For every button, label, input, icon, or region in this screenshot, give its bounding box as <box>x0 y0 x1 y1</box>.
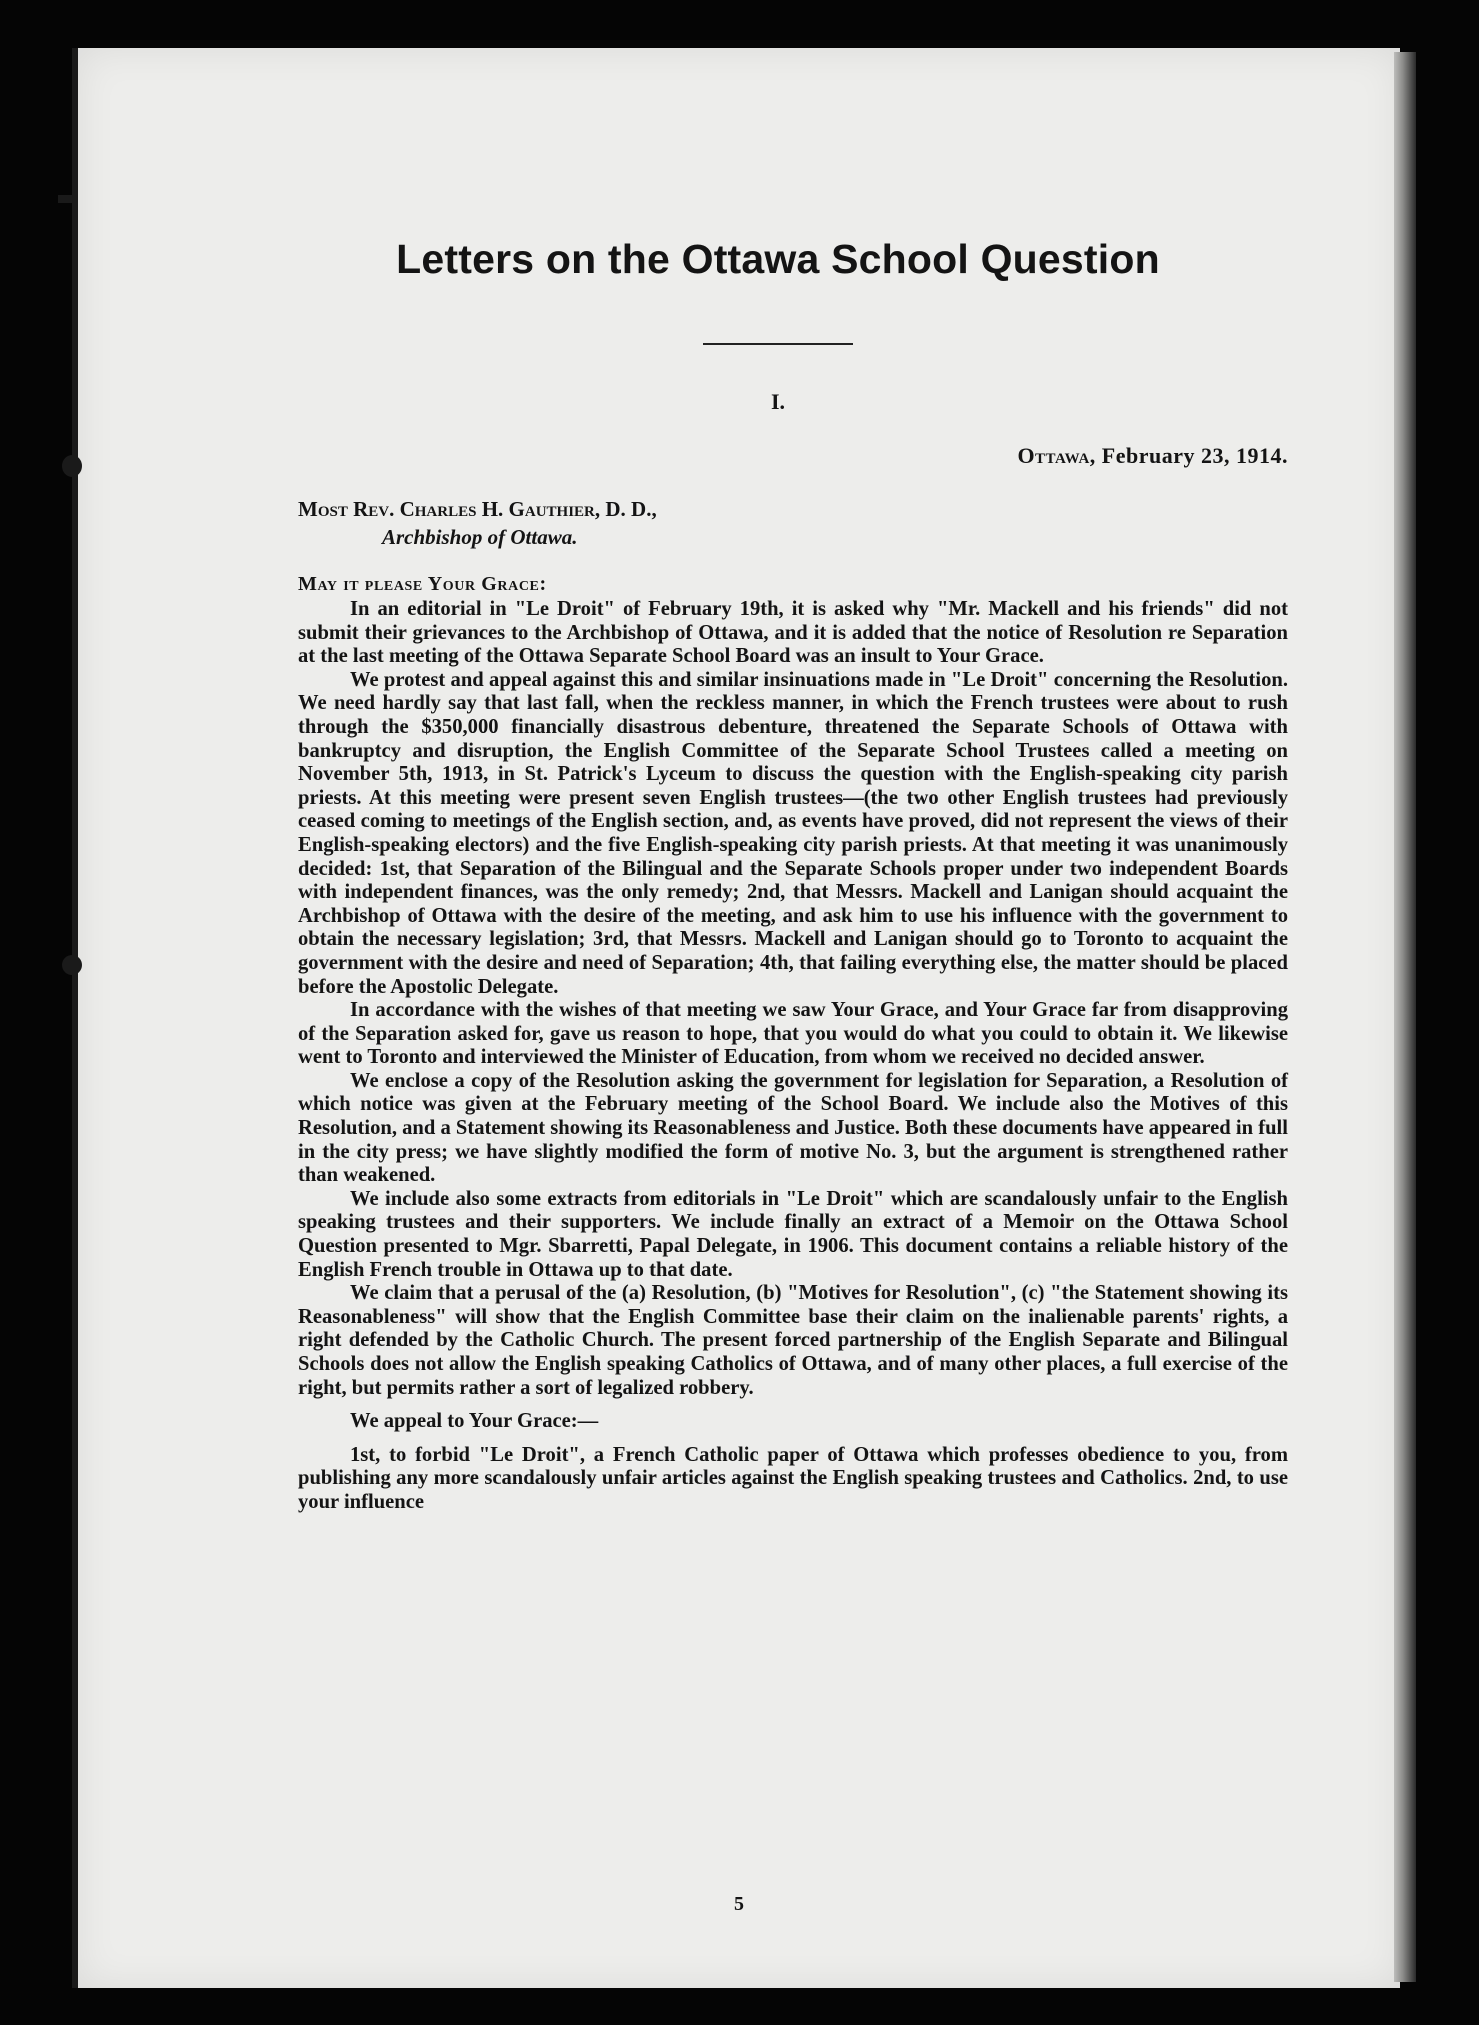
addressee-role: Archbishop of Ottawa. <box>382 525 578 549</box>
paragraph: In an editorial in "Le Droit" of February 19th, it is asked why "Mr. Mackell and his friends" did not submit their grievances to the Archbishop of Ottawa, and it is added that the notice of Resolution re Separation at the last meeting of the Ottawa Separate School Board was an insult to Your Grace. <box>298 598 1288 668</box>
title-rule <box>703 343 853 345</box>
salutation: May it please Your Grace: <box>298 573 547 595</box>
letter-body <box>298 598 1288 1515</box>
page-number: 5 <box>734 1893 744 1915</box>
letter-content <box>268 188 1288 1515</box>
addressee-name: Most Rev. Charles H. Gauthier, D. D., <box>298 497 657 521</box>
paragraph: We appeal to Your Grace:— <box>350 1410 599 1433</box>
dateline <box>268 443 1288 469</box>
binding-mark <box>58 195 78 203</box>
paragraph: We protest and appeal against this and similar insinuations made in "Le Droit" concerning the Resolution. We need hardly say that last fall, when the reckless manner, in which the French trustees were about to rush through the $350,000 financially disastrous debenture, threatened the Separate Schools of Ottawa with bankruptcy and disruption, the English Committee of the Separate School Trustees called a meeting on November 5th, 1913, in St. Patrick's Lyceum to discuss the question with the English-speaking city parish priests. At this meeting were present seven English trustees—(the two other English trustees had previously ceased coming to meetings of the English section, and, as events have proved, did not represent the views of their English-speaking electors) and the five English-speaking city parish priests. At that meeting it was unanimously decided: 1st, that Separation of the Bilingual and the Separate Schools proper under two independent Boards with independent finances, was the only remedy; 2nd, that Messrs. Mackell and Lanigan should acquaint the Archbishop of Ottawa with the desire of the meeting, and ask him to use his influence with the government to obtain the necessary legislation; 3rd, that Messrs. Mackell and Lanigan should go to Toronto to acquaint the government with the desire and need of Separation; 4th, that failing everything else, the matter should be placed before the Apostolic Delegate. <box>298 668 1288 998</box>
section-number: I. <box>770 389 786 414</box>
paragraph: 1st, to forbid "Le Droit", a French Catholic paper of Ottawa which professes obedience to you, from publishing any more scandalously unfair articles against the English speaking trustees and Catholics. 2nd, to use your influence <box>298 1443 1288 1513</box>
binding-mark <box>62 955 82 975</box>
paragraph: In accordance with the wishes of that meeting we saw Your Grace, and Your Grace far from disapproving of the Separation asked for, gave us reason to hope, that you would do what you could to obtain it. We likewise went to Toronto and interviewed the Minister of Education, from whom we received no decided answer. <box>298 999 1288 1069</box>
addressee <box>298 495 1288 551</box>
paragraph: We include also some extracts from editorials in "Le Droit" which are scandalously unfair to the English speaking trustees and their supporters. We include finally an extract of a Memoir on the Ottawa School Question presented to Mgr. Sbarretti, Papal Delegate, in 1906. This document contains a reliable history of the English French trouble in Ottawa up to that date. <box>298 1187 1288 1281</box>
dateline-date: , February 23, 1914. <box>1089 443 1288 468</box>
paper-sheet <box>72 48 1400 1988</box>
document-title: Letters on the Ottawa School Question <box>396 236 1160 282</box>
paragraph: We claim that a perusal of the (a) Resolution, (b) "Motives for Resolution", (c) "the Statement showing its Reasonableness" will show that the English Committee base their claim on the inalienable parents' rights, a right defended by the Catholic Church. The present forced partnership of the English Separate and Bilingual Schools does not allow the English speaking Catholics of Ottawa, and of many other places, a full exercise of the right, but permits rather a sort of legalized robbery. <box>298 1282 1288 1399</box>
dateline-place: Ottawa <box>1017 443 1090 468</box>
page-edge <box>1394 52 1416 1982</box>
paragraph: We enclose a copy of the Resolution asking the government for legislation for Separation, a Resolution of which notice was given at the February meeting of the School Board. We include also the Motives of this Resolution, and a Statement showing its Reasonableness and Justice. Both these documents have appeared in full in the city press; we have slightly modified the form of motive No. 3, but the argument is strengthened rather than weakened. <box>298 1069 1288 1187</box>
binding-mark <box>62 455 82 477</box>
